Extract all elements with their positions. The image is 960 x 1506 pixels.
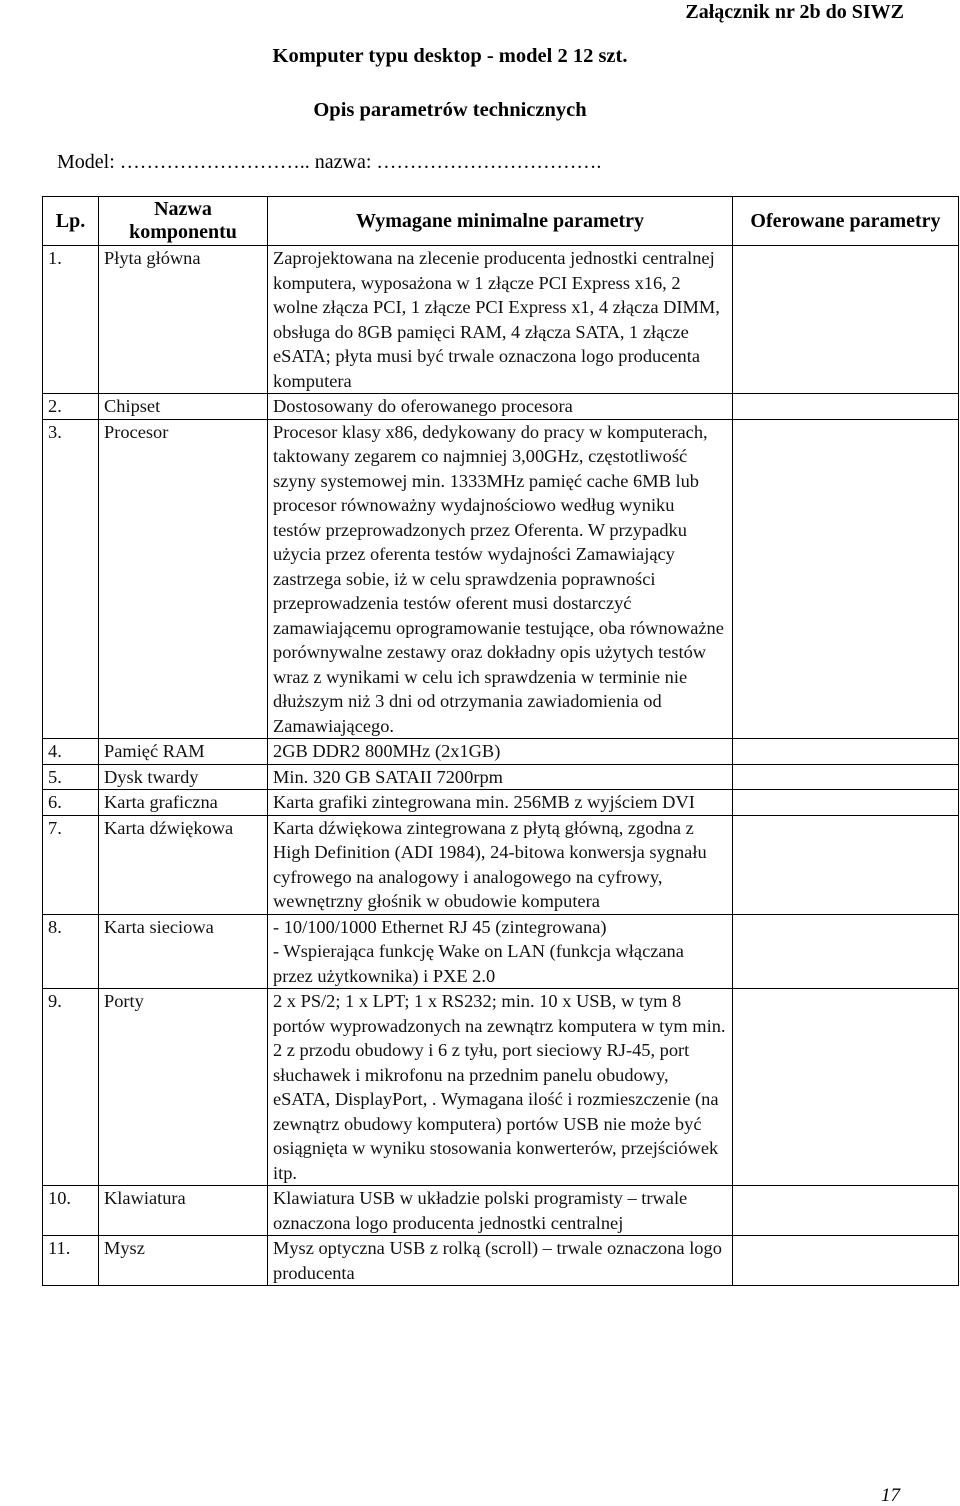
- document-subtitle: Opis parametrów technicznych: [313, 99, 587, 121]
- table-row: [43, 764, 959, 790]
- required-parameters: Procesor klasy x86, dedykowany do pracy w komputerach, taktowany zegarem co najmniej 3,00GHz, częstotliwość szyny systemowej min. 1333MHz pamięć cache 6MB lub procesor równoważny wydajnościowo według wyniku testów przeprowadzonych przez Oferenta. W przypadku użycia przez oferenta testów wydajności Zamawiający zastrzega sobie, iż w celu sprawdzenia poprawności przeprowadzenia testów oferent musi dostarczyć zamawiającemu oprogramowanie testujące, oba równoważne porównywalne zestawy oraz dokładny opis użytych testów wraz z wynikami w celu ich sprawdzenia w terminie nie dłuższym niż 3 dni od otrzymania zawiadomienia od Zamawiającego.: [268, 419, 733, 739]
- table-row: [43, 790, 959, 816]
- required-parameters: Min. 320 GB SATAII 7200rpm: [268, 764, 733, 790]
- component-name: Karta sieciowa: [99, 914, 268, 989]
- required-parameter-line: - 10/100/1000 Ethernet RJ 45 (zintegrowana): [273, 916, 607, 937]
- row-number: 4.: [43, 739, 99, 765]
- required-parameter-line: - Wspierająca funkcję Wake on LAN (funkcja włączana przez użytkownika) i PXE 2.0: [273, 941, 684, 986]
- component-name: Karta dźwiękowa: [99, 815, 268, 914]
- row-number: 8.: [43, 914, 99, 989]
- row-number: 6.: [43, 790, 99, 816]
- table-row: [43, 246, 959, 394]
- row-number: 9.: [43, 989, 99, 1186]
- table-header-row: [43, 197, 959, 246]
- component-name: Porty: [99, 989, 268, 1186]
- row-number: 3.: [43, 419, 99, 739]
- component-name: Procesor: [99, 419, 268, 739]
- header-component-name: Nazwa komponentu: [99, 197, 268, 246]
- offered-parameters-cell[interactable]: [733, 246, 959, 394]
- offered-parameters-cell[interactable]: [733, 394, 959, 420]
- offered-parameters-cell[interactable]: [733, 989, 959, 1186]
- page-number: 17: [881, 1485, 900, 1506]
- header-required-parameters: Wymagane minimalne parametry: [268, 197, 733, 246]
- required-parameters: [268, 914, 733, 989]
- required-parameters: 2GB DDR2 800MHz (2x1GB): [268, 739, 733, 765]
- component-name: Pamięć RAM: [99, 739, 268, 765]
- required-parameters: Karta dźwiękowa zintegrowana z płytą główną, zgodna z High Definition (ADI 1984), 24-bitowa konwersja sygnału cyfrowego na analogowy i analogowego na cyfrowy, wewnętrzny głośnik w obudowie komputera: [268, 815, 733, 914]
- specification-table: [42, 196, 959, 1286]
- offered-parameters-cell[interactable]: [733, 764, 959, 790]
- component-name: Mysz: [99, 1236, 268, 1286]
- required-parameters: Zaprojektowana na zlecenie producenta jednostki centralnej komputera, wyposażona w 1 złącze PCI Express x16, 2 wolne złącza PCI, 1 złącze PCI Express x1, 4 złącza DIMM, obsługa do 8GB pamięci RAM, 4 złącza SATA, 1 złącze eSATA; płyta musi być trwale oznaczona logo producenta komputera: [268, 246, 733, 394]
- offered-parameters-cell[interactable]: [733, 790, 959, 816]
- component-name: Dysk twardy: [99, 764, 268, 790]
- table-row: [43, 1186, 959, 1236]
- header-lp: Lp.: [43, 197, 99, 246]
- required-parameters: Klawiatura USB w układzie polski programisty – trwale oznaczona logo producenta jednostki centralnej: [268, 1186, 733, 1236]
- table-row: [43, 989, 959, 1186]
- row-number: 7.: [43, 815, 99, 914]
- row-number: 1.: [43, 246, 99, 394]
- component-name: Karta graficzna: [99, 790, 268, 816]
- table-row: [43, 394, 959, 420]
- required-parameters: Dostosowany do oferowanego procesora: [268, 394, 733, 420]
- table-row: [43, 1236, 959, 1286]
- component-name: Klawiatura: [99, 1186, 268, 1236]
- offered-parameters-cell[interactable]: [733, 914, 959, 989]
- required-parameters: Mysz optyczna USB z rolką (scroll) – trwale oznaczona logo producenta: [268, 1236, 733, 1286]
- component-name: Chipset: [99, 394, 268, 420]
- table-row: [43, 419, 959, 739]
- offered-parameters-cell[interactable]: [733, 815, 959, 914]
- offered-parameters-cell[interactable]: [733, 419, 959, 739]
- component-name: Płyta główna: [99, 246, 268, 394]
- row-number: 5.: [43, 764, 99, 790]
- row-number: 10.: [43, 1186, 99, 1236]
- document-title: Komputer typu desktop - model 2 12 szt.: [272, 45, 628, 67]
- offered-parameters-cell[interactable]: [733, 739, 959, 765]
- required-parameters: Karta grafiki zintegrowana min. 256MB z wyjściem DVI: [268, 790, 733, 816]
- row-number: 11.: [43, 1236, 99, 1286]
- required-parameters: 2 x PS/2; 1 x LPT; 1 x RS232; min. 10 x USB, w tym 8 portów wyprowadzonych na zewnątrz komputera w tym min. 2 z przodu obudowy i 6 z tyłu, port sieciowy RJ-45, port słuchawek i mikrofonu na przednim panelu obudowy, eSATA, DisplayPort, . Wymagana ilość i rozmieszczenie (na zewnątrz obudowy komputera) portów USB nie może być osiągnięta w wyniku stosowania konwerterów, przejściówek itp.: [268, 989, 733, 1186]
- header-offered-parameters: Oferowane parametry: [733, 197, 959, 246]
- row-number: 2.: [43, 394, 99, 420]
- offered-parameters-cell[interactable]: [733, 1236, 959, 1286]
- offered-parameters-cell[interactable]: [733, 1186, 959, 1236]
- attachment-label: Załącznik nr 2b do SIWZ: [685, 1, 904, 23]
- table-row: [43, 914, 959, 989]
- table-row: [43, 739, 959, 765]
- table-row: [43, 815, 959, 914]
- model-name-line: Model: ……………………….. nazwa: …………………………….: [57, 151, 602, 173]
